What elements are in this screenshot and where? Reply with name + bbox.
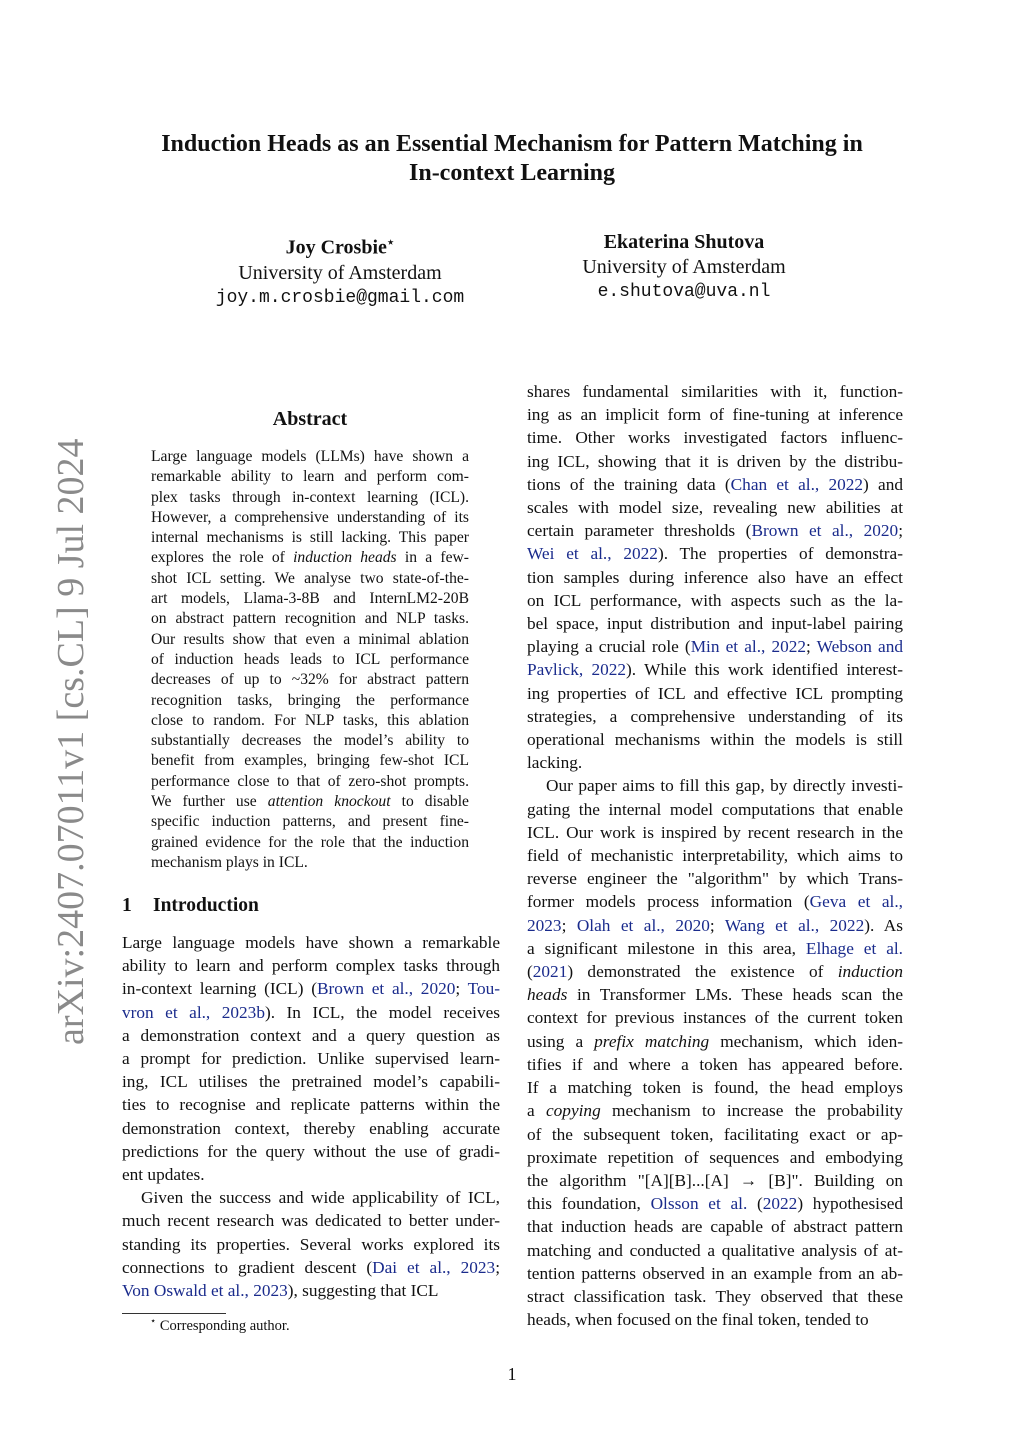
text-run: ) hypothesised	[797, 1194, 904, 1214]
text-line: the algorithm "[A][B]...[A] → [B]". Building on	[527, 1170, 903, 1190]
text-line	[527, 914, 903, 937]
footnote-rule	[122, 1313, 226, 1314]
text-run: in Transformer LMs. These heads scan the	[567, 985, 903, 1005]
text-run: a significant milestone in this area,	[527, 938, 806, 958]
citation-link[interactable]: Wang et al., 2022	[724, 915, 865, 935]
left-column-body	[122, 931, 500, 1302]
text-line: of the subsequent token, facilitating exact or ap-	[527, 1124, 903, 1144]
text-line: a prompt for prediction. Unlike supervised learn-	[122, 1049, 500, 1069]
text-line	[527, 635, 903, 658]
abstract-heading: Abstract	[272, 408, 348, 430]
footnote	[150, 1316, 290, 1335]
text-line: ing properties of ICL and effective ICL prompting	[527, 683, 903, 703]
text-line: heads, when focused on the final token, tended to	[527, 1310, 869, 1330]
citation-link[interactable]: Dai et al., 2023	[372, 1257, 496, 1277]
text-run: (	[527, 962, 533, 982]
text-run: connections to gradient descent (	[122, 1257, 373, 1277]
section-number: 1	[122, 895, 132, 916]
text-line: Large language models have shown a remarkable	[122, 933, 500, 952]
citation-link[interactable]: 2023	[527, 915, 562, 935]
author-email[interactable]: joy.m.crosbie@gmail.com	[215, 287, 465, 308]
text-line: tifies if and where a token has appeared before.	[527, 1054, 903, 1074]
author-affiliation: University of Amsterdam	[582, 256, 786, 278]
citation-link[interactable]: Brown et al., 2020	[316, 979, 456, 999]
text-line	[122, 977, 500, 1000]
text-line: ICL. Our work is inspired by recent research in the	[527, 822, 903, 842]
text-line	[527, 890, 903, 913]
text-line: tion samples during inference also have an effect	[527, 567, 903, 587]
text-run: former models process information (	[527, 892, 810, 912]
citation-link[interactable]: Wei et al., 2022	[527, 544, 658, 564]
text-line: ing ICL, showing that it is driven by the distribu-	[527, 451, 903, 471]
text-run: ), suggesting that ICL	[287, 1281, 439, 1301]
text-line: reverse engineer the "algorithm" by which Trans-	[527, 869, 903, 889]
text-line: However, a comprehensive understanding of its	[151, 508, 469, 526]
text-line	[527, 519, 903, 542]
text-line: benefit from examples, bringing few-shot ICL	[151, 752, 469, 770]
text-line	[527, 1030, 903, 1053]
text-run: using a	[527, 1031, 595, 1051]
text-line	[527, 542, 903, 565]
text-line	[527, 937, 903, 960]
text-line: operational mechanisms within the models is still	[527, 730, 903, 750]
text-line: close to random. For NLP tasks, this ablation	[151, 711, 469, 729]
text-line: recognition tasks, bringing the performance	[151, 691, 469, 709]
author-block	[524, 230, 844, 305]
text-run: ). In ICL, the model receives	[264, 1002, 500, 1022]
text-line: predictions for the query without the use of gradi-	[122, 1141, 500, 1161]
text-run: ). While this work identified interest-	[626, 660, 903, 680]
text-run: ) demonstrated the existence of	[567, 962, 838, 982]
text-run: to disable	[390, 793, 469, 811]
text-line: performance close to that of zero-shot prompts.	[151, 772, 469, 790]
citation-link[interactable]: Von Oswald et al., 2023	[122, 1281, 288, 1301]
text-line: Given the success and wide applicability of ICL,	[141, 1188, 500, 1208]
text-line	[527, 983, 903, 1006]
text-line: art models, Llama-3-8B and InternLM2-20B	[151, 590, 469, 608]
text-line: shares fundamental similarities with it, function-	[527, 382, 903, 401]
text-run: certain parameter thresholds (	[527, 521, 752, 541]
text-line: lacking.	[527, 753, 583, 773]
text-line	[527, 658, 903, 681]
text-line: mechanism plays in ICL.	[151, 853, 308, 871]
citation-link[interactable]: Elhage et al.	[805, 938, 903, 958]
text-run: a	[527, 1101, 546, 1121]
text-run: ). The properties of demonstra-	[657, 544, 903, 564]
emphasis-text: induction heads	[293, 549, 397, 567]
text-line	[122, 1279, 500, 1302]
text-line: strategies, a comprehensive understanding of its	[527, 706, 903, 726]
text-line: much recent research was dedicated to better under-	[122, 1211, 500, 1231]
text-line: time. Other works investigated factors influenc-	[527, 428, 903, 448]
text-line: specific induction patterns, and present fine-	[151, 813, 469, 831]
text-line: ing, ICL utilises the pretrained model’s capabili-	[122, 1072, 500, 1092]
text-line: on ICL performance, with aspects such as the la-	[527, 590, 903, 610]
text-run: ;	[806, 637, 817, 657]
text-run: ;	[561, 915, 577, 935]
emphasis-text: prefix matching	[594, 1031, 710, 1051]
text-line: Our paper aims to fill this gap, by directly investi-	[546, 776, 903, 796]
text-line: shot ICL setting. We analyse two state-of-the-	[151, 569, 469, 587]
text-run: ;	[709, 915, 725, 935]
text-run: in a few-	[396, 549, 469, 567]
text-line	[151, 792, 469, 812]
text-run: ;	[898, 521, 903, 541]
text-line: Our results show that even a minimal ablation	[151, 630, 469, 648]
text-line: ability to learn and perform complex tasks through	[122, 956, 500, 976]
text-line	[122, 1256, 500, 1279]
author-email[interactable]: e.shutova@uva.nl	[597, 282, 771, 302]
text-line: matching and conducted a qualitative analysis of at-	[527, 1240, 903, 1260]
citation-link[interactable]: Chan et al., 2022	[730, 474, 864, 494]
citation-link[interactable]: Tou-	[467, 979, 500, 999]
text-line: grained evidence for the role that the induction	[151, 833, 469, 851]
page-number: 1	[507, 1364, 517, 1384]
emphasis-text: copying	[546, 1101, 601, 1121]
paper-title: Induction Heads as an Essential Mechanism for Pattern Matching in In-context Learning	[161, 131, 863, 186]
text-run: playing a crucial role (	[527, 637, 691, 657]
text-line: bel space, input distribution and input-label pairing	[527, 614, 903, 634]
author-name: Joy Crosbie	[285, 236, 387, 259]
text-line: of induction heads leads to ICL performance	[151, 650, 469, 668]
text-line	[527, 1192, 903, 1215]
text-line: plex tasks through in-context learning (ICL).	[151, 488, 469, 506]
text-run: ). As	[864, 915, 903, 935]
text-line	[527, 473, 903, 496]
text-line: tention patterns observed in an example from an ab-	[527, 1263, 903, 1283]
author-block	[180, 230, 500, 311]
author-name: Ekaterina Shutova	[603, 231, 765, 253]
text-run: mechanism to increase the probability	[600, 1101, 903, 1121]
paragraph	[122, 1186, 500, 1302]
text-line: substantially decreases the model’s ability to	[151, 732, 469, 750]
text-line	[122, 1001, 500, 1024]
paragraph	[122, 931, 500, 1186]
text-line	[527, 1099, 903, 1122]
text-line: scales with model size, revealing new abilities at	[527, 498, 903, 518]
text-run: mechanism, which iden-	[709, 1031, 903, 1051]
author-footnote-mark: ⋆	[386, 235, 395, 249]
text-line: stract classification task. They observed that these	[527, 1286, 903, 1306]
text-run: this foundation,	[527, 1194, 651, 1214]
emphasis-text: induction	[837, 962, 903, 982]
text-line: Large language models (LLMs) have shown a	[151, 448, 469, 465]
text-run: tions of the training data (	[527, 474, 731, 494]
text-run: We further use	[151, 793, 268, 811]
citation-link[interactable]: Geva et al.,	[809, 892, 903, 912]
citation-link[interactable]: 2021	[532, 962, 568, 982]
text-line: ing as an implicit form of fine-tuning at inference	[527, 405, 903, 425]
text-line	[151, 548, 469, 568]
abstract-body	[151, 447, 469, 873]
emphasis-text: attention knockout	[267, 793, 391, 811]
text-line: on abstract pattern recognition and NLP tasks.	[151, 610, 469, 628]
footnote-mark: ⋆	[150, 1316, 157, 1327]
emphasis-text: heads	[527, 985, 568, 1005]
text-line: decreases of up to ~32% for abstract pattern	[151, 671, 469, 689]
text-line: ent updates.	[122, 1165, 205, 1185]
text-line: standing its properties. Several works explored its	[122, 1234, 500, 1254]
text-line: context for previous instances of the current token	[527, 1008, 903, 1028]
citation-link[interactable]: Webson and	[816, 637, 904, 657]
text-line	[527, 960, 903, 983]
paragraph	[527, 774, 903, 1331]
text-line: field of mechanistic interpretability, which aims to	[527, 846, 903, 866]
text-run: in-context learning (ICL) (	[122, 979, 317, 999]
text-line: that induction heads are capable of abstract pattern	[527, 1217, 903, 1237]
text-line: gating the internal model computations that enable	[527, 799, 903, 819]
text-line: remarkable ability to learn and perform com-	[151, 468, 469, 486]
right-column-body	[527, 380, 903, 1331]
text-run: explores the role of	[151, 549, 294, 567]
author-affiliation: University of Amsterdam	[238, 261, 442, 284]
text-line: ties to recognise and replicate patterns within the	[122, 1095, 500, 1115]
paragraph	[527, 380, 903, 774]
text-run: ) and	[863, 474, 903, 494]
citation-link[interactable]: Olah et al., 2020	[576, 915, 710, 935]
text-line: demonstration context, thereby enabling accurate	[122, 1118, 500, 1138]
citation-link[interactable]: vron et al., 2023b	[122, 1002, 265, 1022]
citation-link[interactable]: Pavlick, 2022	[527, 660, 627, 680]
text-run: ;	[455, 979, 468, 999]
footnote-text: Corresponding author.	[156, 1317, 290, 1334]
text-line: If a matching token is found, the head employs	[527, 1078, 903, 1098]
citation-link[interactable]: 2022	[762, 1194, 798, 1214]
section-heading	[122, 895, 502, 917]
text-line: a demonstration context and a query question as	[122, 1025, 500, 1045]
text-run: ;	[495, 1257, 500, 1277]
arxiv-identifier: arXiv:2407.07011v1 [cs.CL] 9 Jul 2024	[50, 438, 92, 1045]
citation-link[interactable]: Min et al., 2022	[690, 637, 807, 657]
text-line: internal mechanisms is still lacking. This paper	[151, 529, 469, 547]
citation-link[interactable]: Olsson et al.	[650, 1194, 748, 1214]
text-line: proximate repetition of sequences and embodying	[527, 1147, 903, 1167]
citation-link[interactable]: Brown et al., 2020	[751, 521, 899, 541]
section-title: Introduction	[153, 895, 259, 916]
text-run: (	[747, 1194, 763, 1214]
